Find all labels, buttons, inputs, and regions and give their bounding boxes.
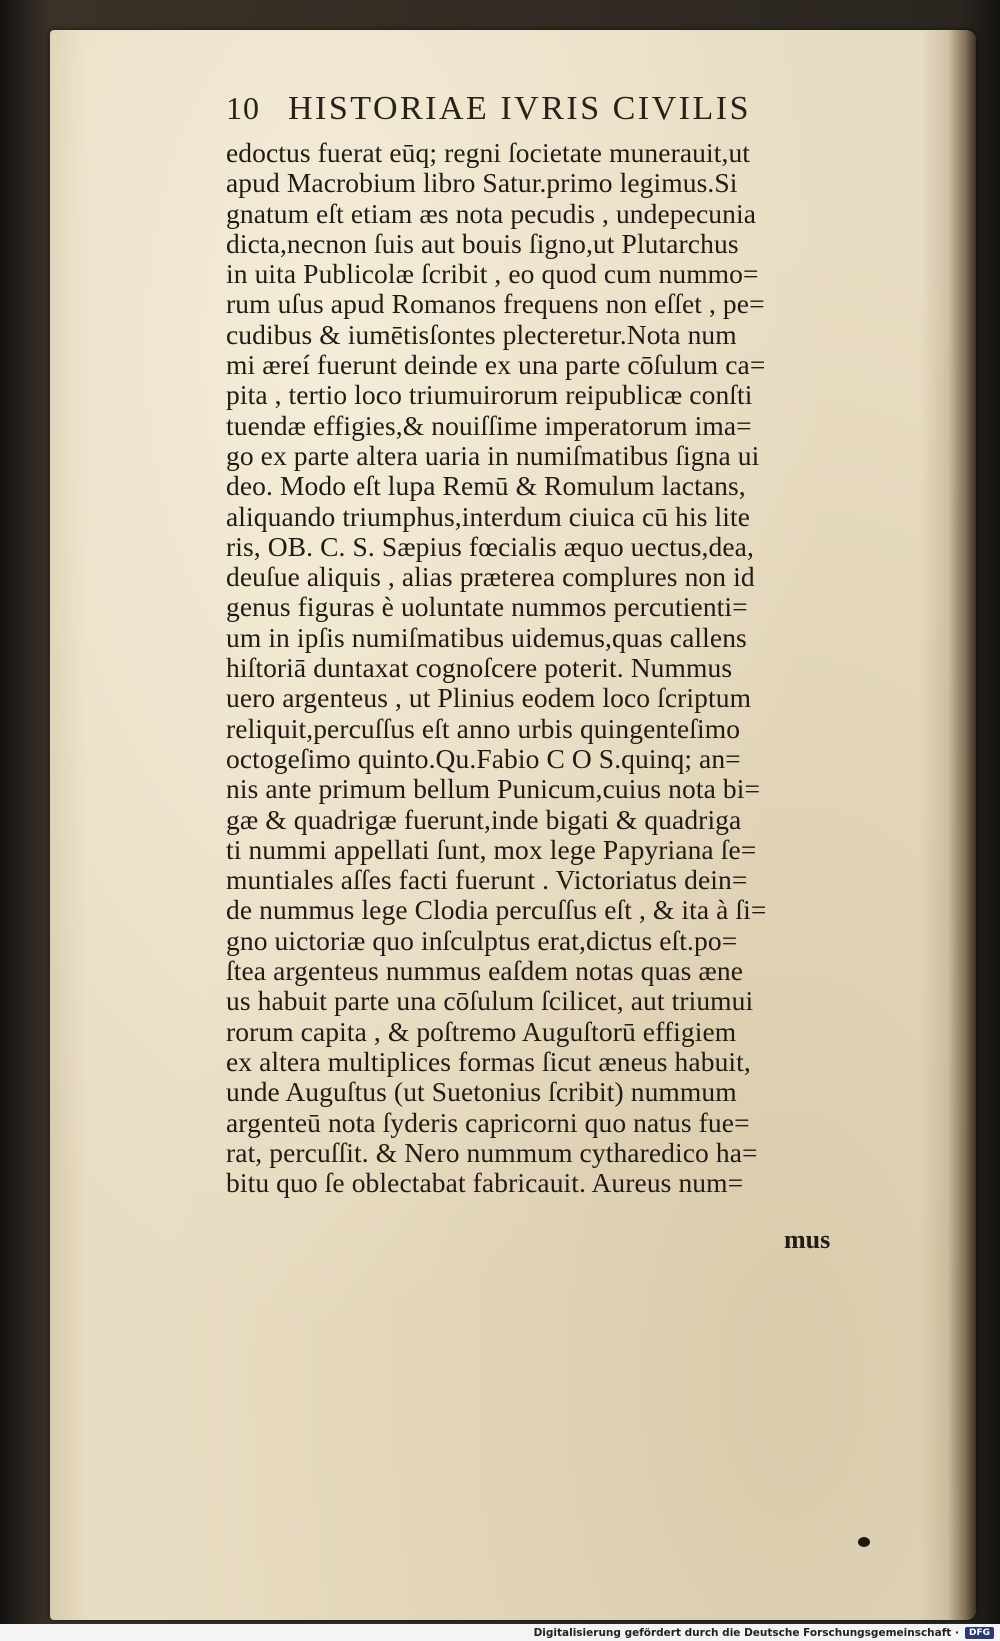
running-title: HISTORIAE IVRIS CIVILIS [288, 90, 751, 127]
text-line: unde Auguſtus (ut Suetonius ſcribit) nummum [226, 1076, 737, 1108]
text-line: reliquit,percuſſus eſt anno urbis quingenteſimo [226, 712, 741, 744]
text-line: bitu quo ſe oblectabat fabricauit. Aureus num= [226, 1167, 744, 1199]
text-line: apud Macrobium libro Satur.primo legimus.Si [226, 167, 738, 199]
text-line: ſtea argenteus nummus eaſdem notas quas æne [226, 955, 743, 987]
text-line: in uita Publicolæ ſcribit , eo quod cum nummo= [226, 258, 759, 290]
text-line: gno uictoriæ quo inſculptus erat,dictus eſt.po= [226, 924, 738, 956]
text-line: rum uſus apud Romanos frequens non eſſet , pe= [226, 288, 765, 320]
text-line: cudibus & iumētisſontes plecteretur.Nota num [226, 318, 737, 350]
page-gutter-shadow [948, 30, 976, 1620]
text-line: uero argenteus , ut Plinius eodem loco ſcriptum [226, 682, 752, 714]
text-line: gæ & quadrigæ fuerunt,inde bigati & quadriga [226, 803, 742, 835]
text-line: argenteū nota ſyderis capricorni quo natus fue= [226, 1106, 750, 1138]
text-line: tuendæ effigies,& nouiſſime imperatorum ima= [226, 409, 752, 441]
text-line: de nummus lege Clodia percuſſus eſt , & ita à ſi= [226, 894, 767, 926]
text-line: muntiales aſſes facti fuerunt . Victoriatus dein= [226, 864, 748, 896]
text-line: mi æreí fuerunt deinde ex una parte cōſulum ca= [226, 349, 766, 381]
funding-notice: Digitalisierung gefördert durch die Deutsche Forschungsgemeinschaft · [533, 1626, 959, 1639]
text-line: ris, OB. C. S. Sæpius fœcialis æquo uectus,dea, [226, 530, 754, 562]
catchword: mus [784, 1225, 831, 1254]
text-line: um in ipſis numiſmatibus uidemus,quas callens [226, 621, 747, 653]
dfg-logo-icon: DFG [965, 1627, 994, 1639]
text-line: hiſtoriā duntaxat cognoſcere poterit. Nummus [226, 652, 733, 684]
text-line: deo. Modo eſt lupa Remū & Romulum lactans, [226, 470, 746, 502]
text-line: pita , tertio loco triumuirorum reipublicæ conſti [226, 379, 753, 411]
text-line: dicta,necnon ſuis aut bouis ſigno,ut Plutarchus [226, 227, 739, 259]
text-line: ti nummi appellati ſunt, mox lege Papyriana ſe= [226, 833, 757, 865]
text-line: octogeſimo quinto.Qu.Fabio C O S.quinq; an= [226, 742, 741, 774]
body-text [226, 138, 876, 1198]
text-line: gnatum eſt etiam æs nota pecudis , undepecunia [226, 197, 757, 229]
digitization-footer [0, 1624, 1000, 1641]
running-head [226, 90, 866, 138]
text-line: aliquando triumphus,interdum ciuica cū his lite [226, 500, 751, 532]
text-line: rorum capita , & poſtremo Auguſtorū effigiem [226, 1015, 737, 1047]
page-number: 10 [226, 90, 260, 126]
text-line: nis ante primum bellum Punicum,cuius nota bi= [226, 773, 761, 805]
text-line: edoctus fuerat eūq; regni ſocietate munerauit,ut [226, 137, 751, 168]
text-line: go ex parte altera uaria in numiſmatibus ſigna ui [226, 439, 760, 471]
text-line: deuſue aliquis , alias præterea complures non id [226, 561, 755, 593]
text-line: ex altera multiplices formas ſicut æneus habuit, [226, 1045, 751, 1077]
text-line: genus figuras è uoluntate nummos percutienti= [226, 591, 748, 623]
text-line: us habuit parte una cōſulum ſcilicet, aut triumui [226, 985, 754, 1017]
text-line: rat, percuſſit. & Nero nummum cytharedico ha= [226, 1136, 758, 1168]
ink-spot [858, 1537, 870, 1547]
